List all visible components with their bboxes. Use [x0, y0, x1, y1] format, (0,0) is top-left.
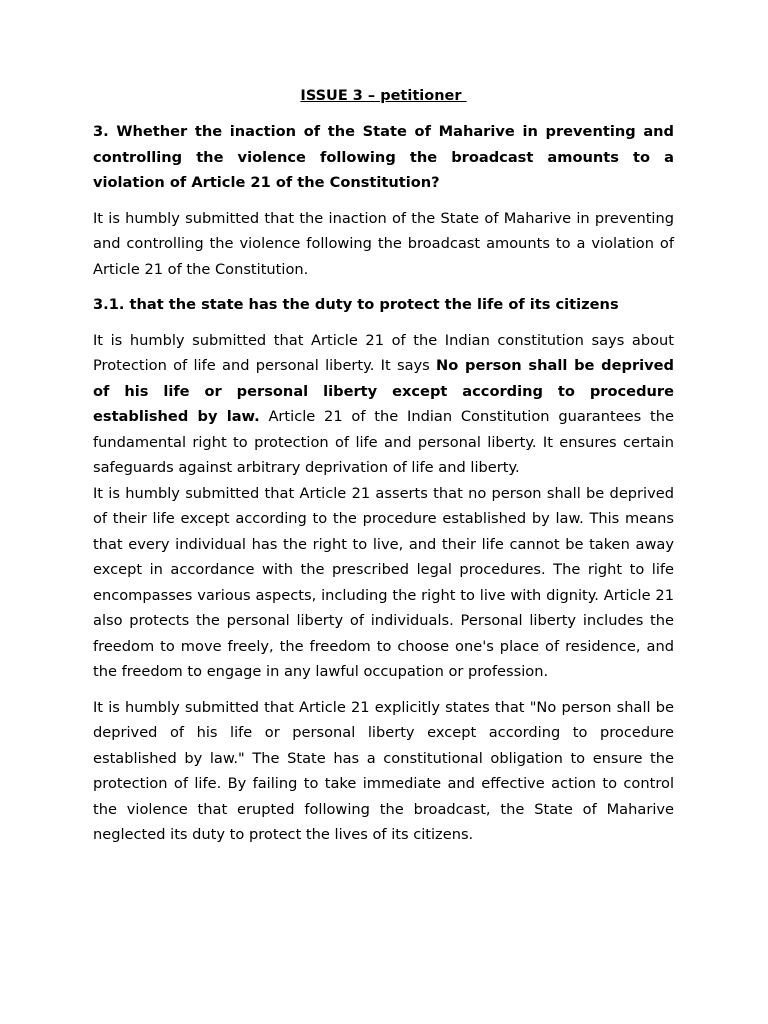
- paragraph-article-21-assertion: It is humbly submitted that Article 21 asserts that no person shall be deprived of their life except according to the procedure established by law. This means that every individual has the right to live, and their life cannot be taken away except in accordance with the prescribed legal procedures. The right to life encompasses various aspects, including the right to live with dignity. Article 21 also protects the personal liberty of individuals. Personal liberty includes the freedom to move freely, the freedom to choose one's place of residence, and the freedom to engage in any lawful occupation or profession.: [93, 484, 674, 680]
- paragraph-lead-text: It is humbly submitted that Article 21 of the Indian constitution says about Protection of life and personal liberty. It says: [93, 331, 674, 374]
- paragraph-article-21-protection: [93, 328, 674, 481]
- section-subheading: 3.1. that the state has the duty to protect the life of its citizens: [93, 296, 619, 313]
- issue-question: 3. Whether the inaction of the State of Maharive in preventing and controlling the violence following the broadcast amounts to a violation of Article 21 of the Constitution?: [93, 123, 674, 191]
- issue-title: ISSUE 3 – petitioner: [300, 88, 467, 104]
- paragraph-tail-text: Article 21 of the Indian Constitution guarantees the fundamental right to protection of life and personal liberty. It ensures certain safeguards against arbitrary deprivation of life and liberty.: [93, 408, 675, 476]
- intro-paragraph: It is humbly submitted that the inaction of the State of Maharive in preventing and controlling the violence following the broadcast amounts to a violation of Article 21 of the Constitution.: [93, 209, 674, 278]
- paragraph-state-obligation: It is humbly submitted that Article 21 explicitly states that "No person shall be deprived of his life or personal liberty except according to procedure established by law." The State has a constitutional obligation to ensure the protection of life. By failing to take immediate and effective action to control the violence that erupted following the broadcast, the State of Maharive neglected its duty to protect the lives of its citizens.: [93, 698, 674, 843]
- article-21-quote: No person shall be deprived of his life or personal liberty except according to procedure established by law.: [93, 357, 674, 425]
